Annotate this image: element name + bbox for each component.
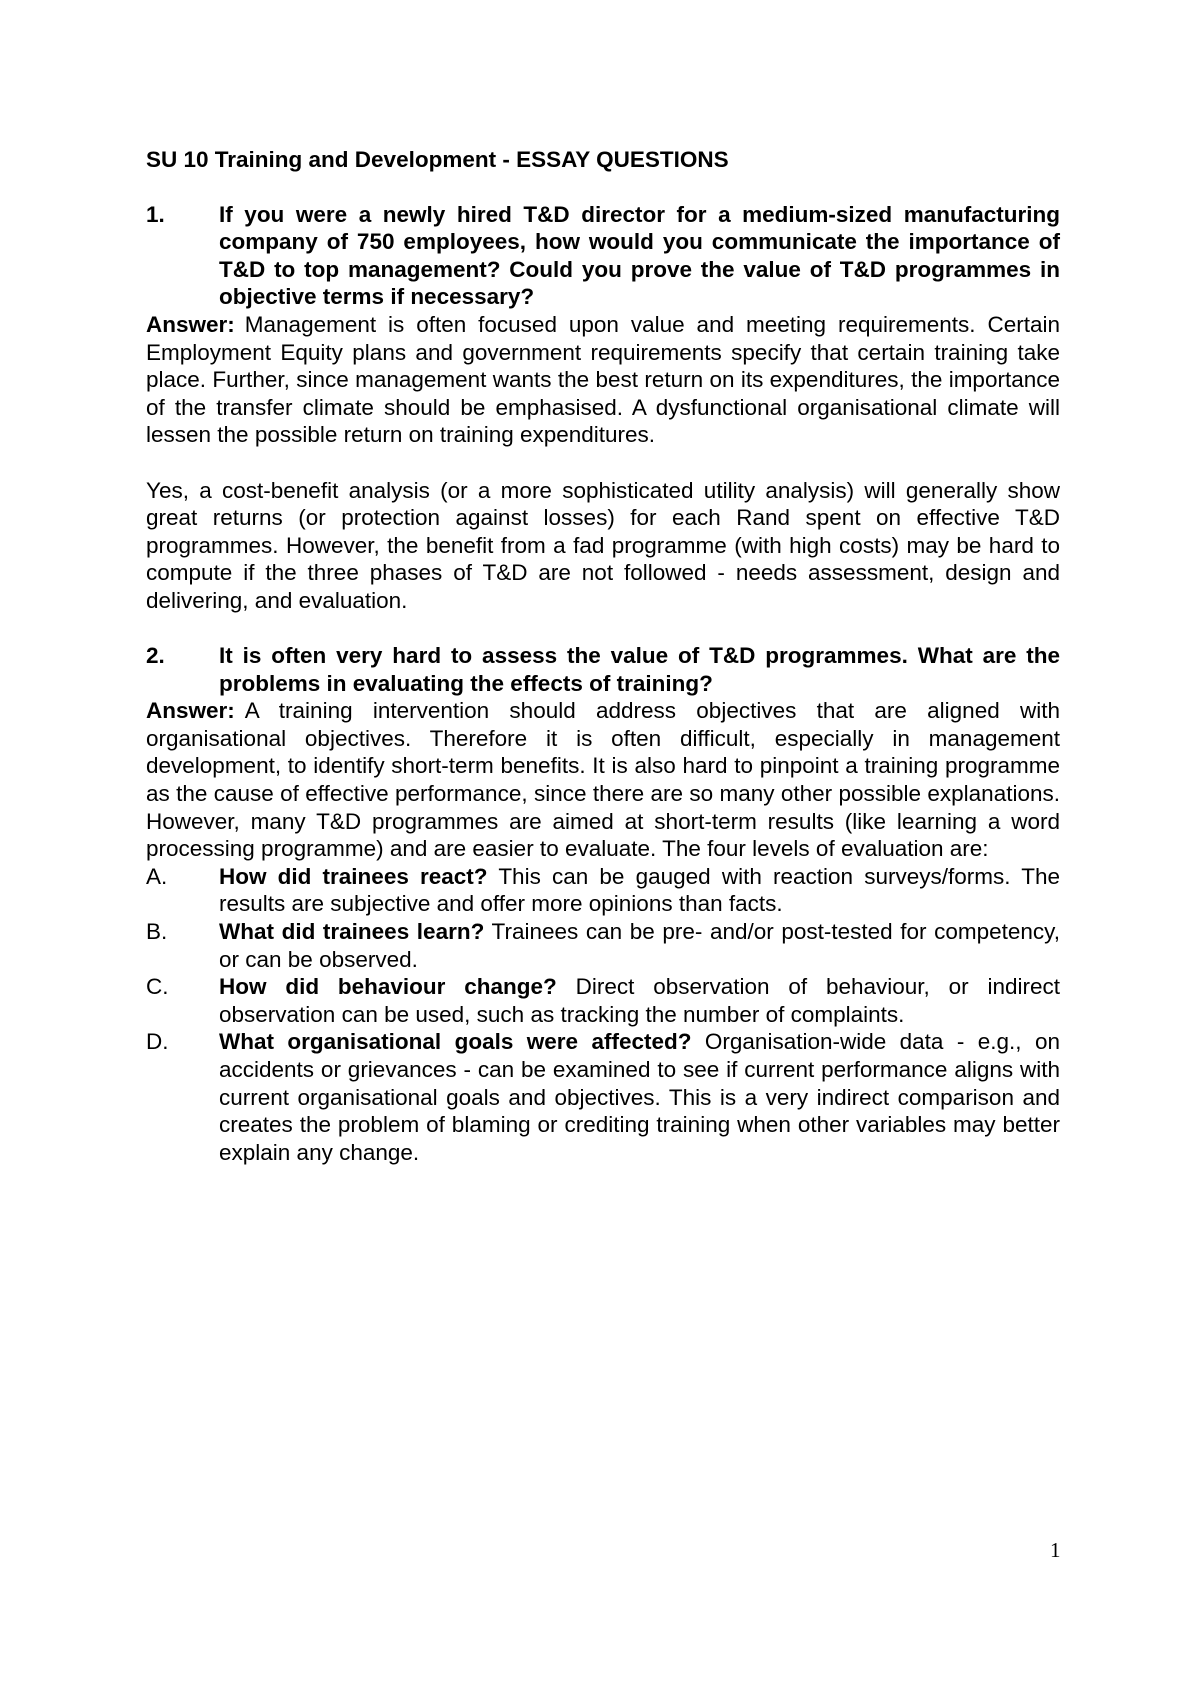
answer-label: Answer:: [146, 311, 235, 337]
level-text: Direct observation of behaviour, or indirect observation can be used, such as tracking the number of complaints.: [219, 974, 1061, 1027]
question-number: 1.: [146, 201, 165, 227]
answer-1: [146, 311, 1060, 449]
question-number: 2.: [146, 643, 165, 669]
evaluation-levels-list: [146, 863, 1060, 1167]
evaluation-level-item: [146, 1028, 1060, 1166]
level-letter: D.: [146, 1029, 169, 1055]
question-2: [146, 642, 1060, 697]
level-text: This can be gauged with reaction surveys/forms. The results are subjective and offer more opinions than facts.: [219, 863, 1060, 917]
question-text: It is often very hard to assess the value of T&D programmes. What are the problems in evaluating the effects of training?: [219, 643, 1060, 696]
answer-text: Management is often focused upon value and meeting requirements. Certain Employment Equity plans and government requirements specify that certain training take place. Further, since management wants the best return on its expenditures, the importance of the transfer climate should be emphasised. A dysfunctional organisational climate will lessen the possible return on training expenditures.: [146, 311, 1060, 448]
level-letter: B.: [146, 919, 168, 945]
level-heading: How did trainees react?: [219, 863, 488, 889]
paragraph-gap: [146, 449, 1060, 477]
level-text: Organisation-wide data - e.g., on accidents or grievances - can be examined to see if current performance aligns with current organisational goals and objectives. This is a very indirect comparison and creates the problem of blaming or crediting training when other variables may better explain any change.: [219, 1029, 1060, 1165]
evaluation-level-item: [146, 863, 1060, 918]
level-text: Trainees can be pre- and/or post-tested for competency, or can be observed.: [219, 919, 1060, 972]
answer-1-continuation: Yes, a cost-benefit analysis (or a more sophisticated utility analysis) will generally show great returns (or protection against losses) for each Rand spent on effective T&D programmes. However, the benefit from a fad programme (with high costs) may be hard to compute if the three phases of T&D are not followed - needs assessment, design and delivering, and evaluation.: [146, 477, 1060, 613]
evaluation-level-item: [146, 973, 1060, 1028]
section-gap: [146, 615, 1060, 643]
answer-text: A training intervention should address objectives that are aligned with organisational objectives. Therefore it is often difficult, especially in management development, to identify short-term benefits. It is also hard to pinpoint a training programme as the cause of effective performance, since there are so many other possible explanations. However, many T&D programmes are aimed at short-term results (like learning a word processing programme) and are easier to evaluate. The four levels of evaluation are:: [146, 698, 1060, 862]
document-body: [146, 146, 1060, 1166]
page-number: 1: [1050, 1538, 1061, 1562]
level-letter: C.: [146, 974, 169, 1000]
level-heading: How did behaviour change?: [219, 974, 557, 1000]
document-title: SU 10 Training and Development - ESSAY QUESTIONS: [146, 147, 729, 172]
evaluation-level-item: [146, 918, 1060, 973]
level-heading: What organisational goals were affected?: [219, 1029, 692, 1055]
question-text: If you were a newly hired T&D director for a medium-sized manufacturing company of 750 employees, how would you communicate the importance of T&D to top management? Could you prove the value of T&D programmes in objective terms if necessary?: [219, 201, 1060, 310]
question-1: [146, 201, 1060, 311]
level-heading: What did trainees learn?: [219, 919, 485, 945]
question-section-1: [146, 201, 1060, 615]
answer-2: [146, 697, 1060, 863]
question-section-2: [146, 642, 1060, 1166]
answer-label: Answer:: [146, 698, 235, 724]
level-letter: A.: [146, 863, 168, 889]
